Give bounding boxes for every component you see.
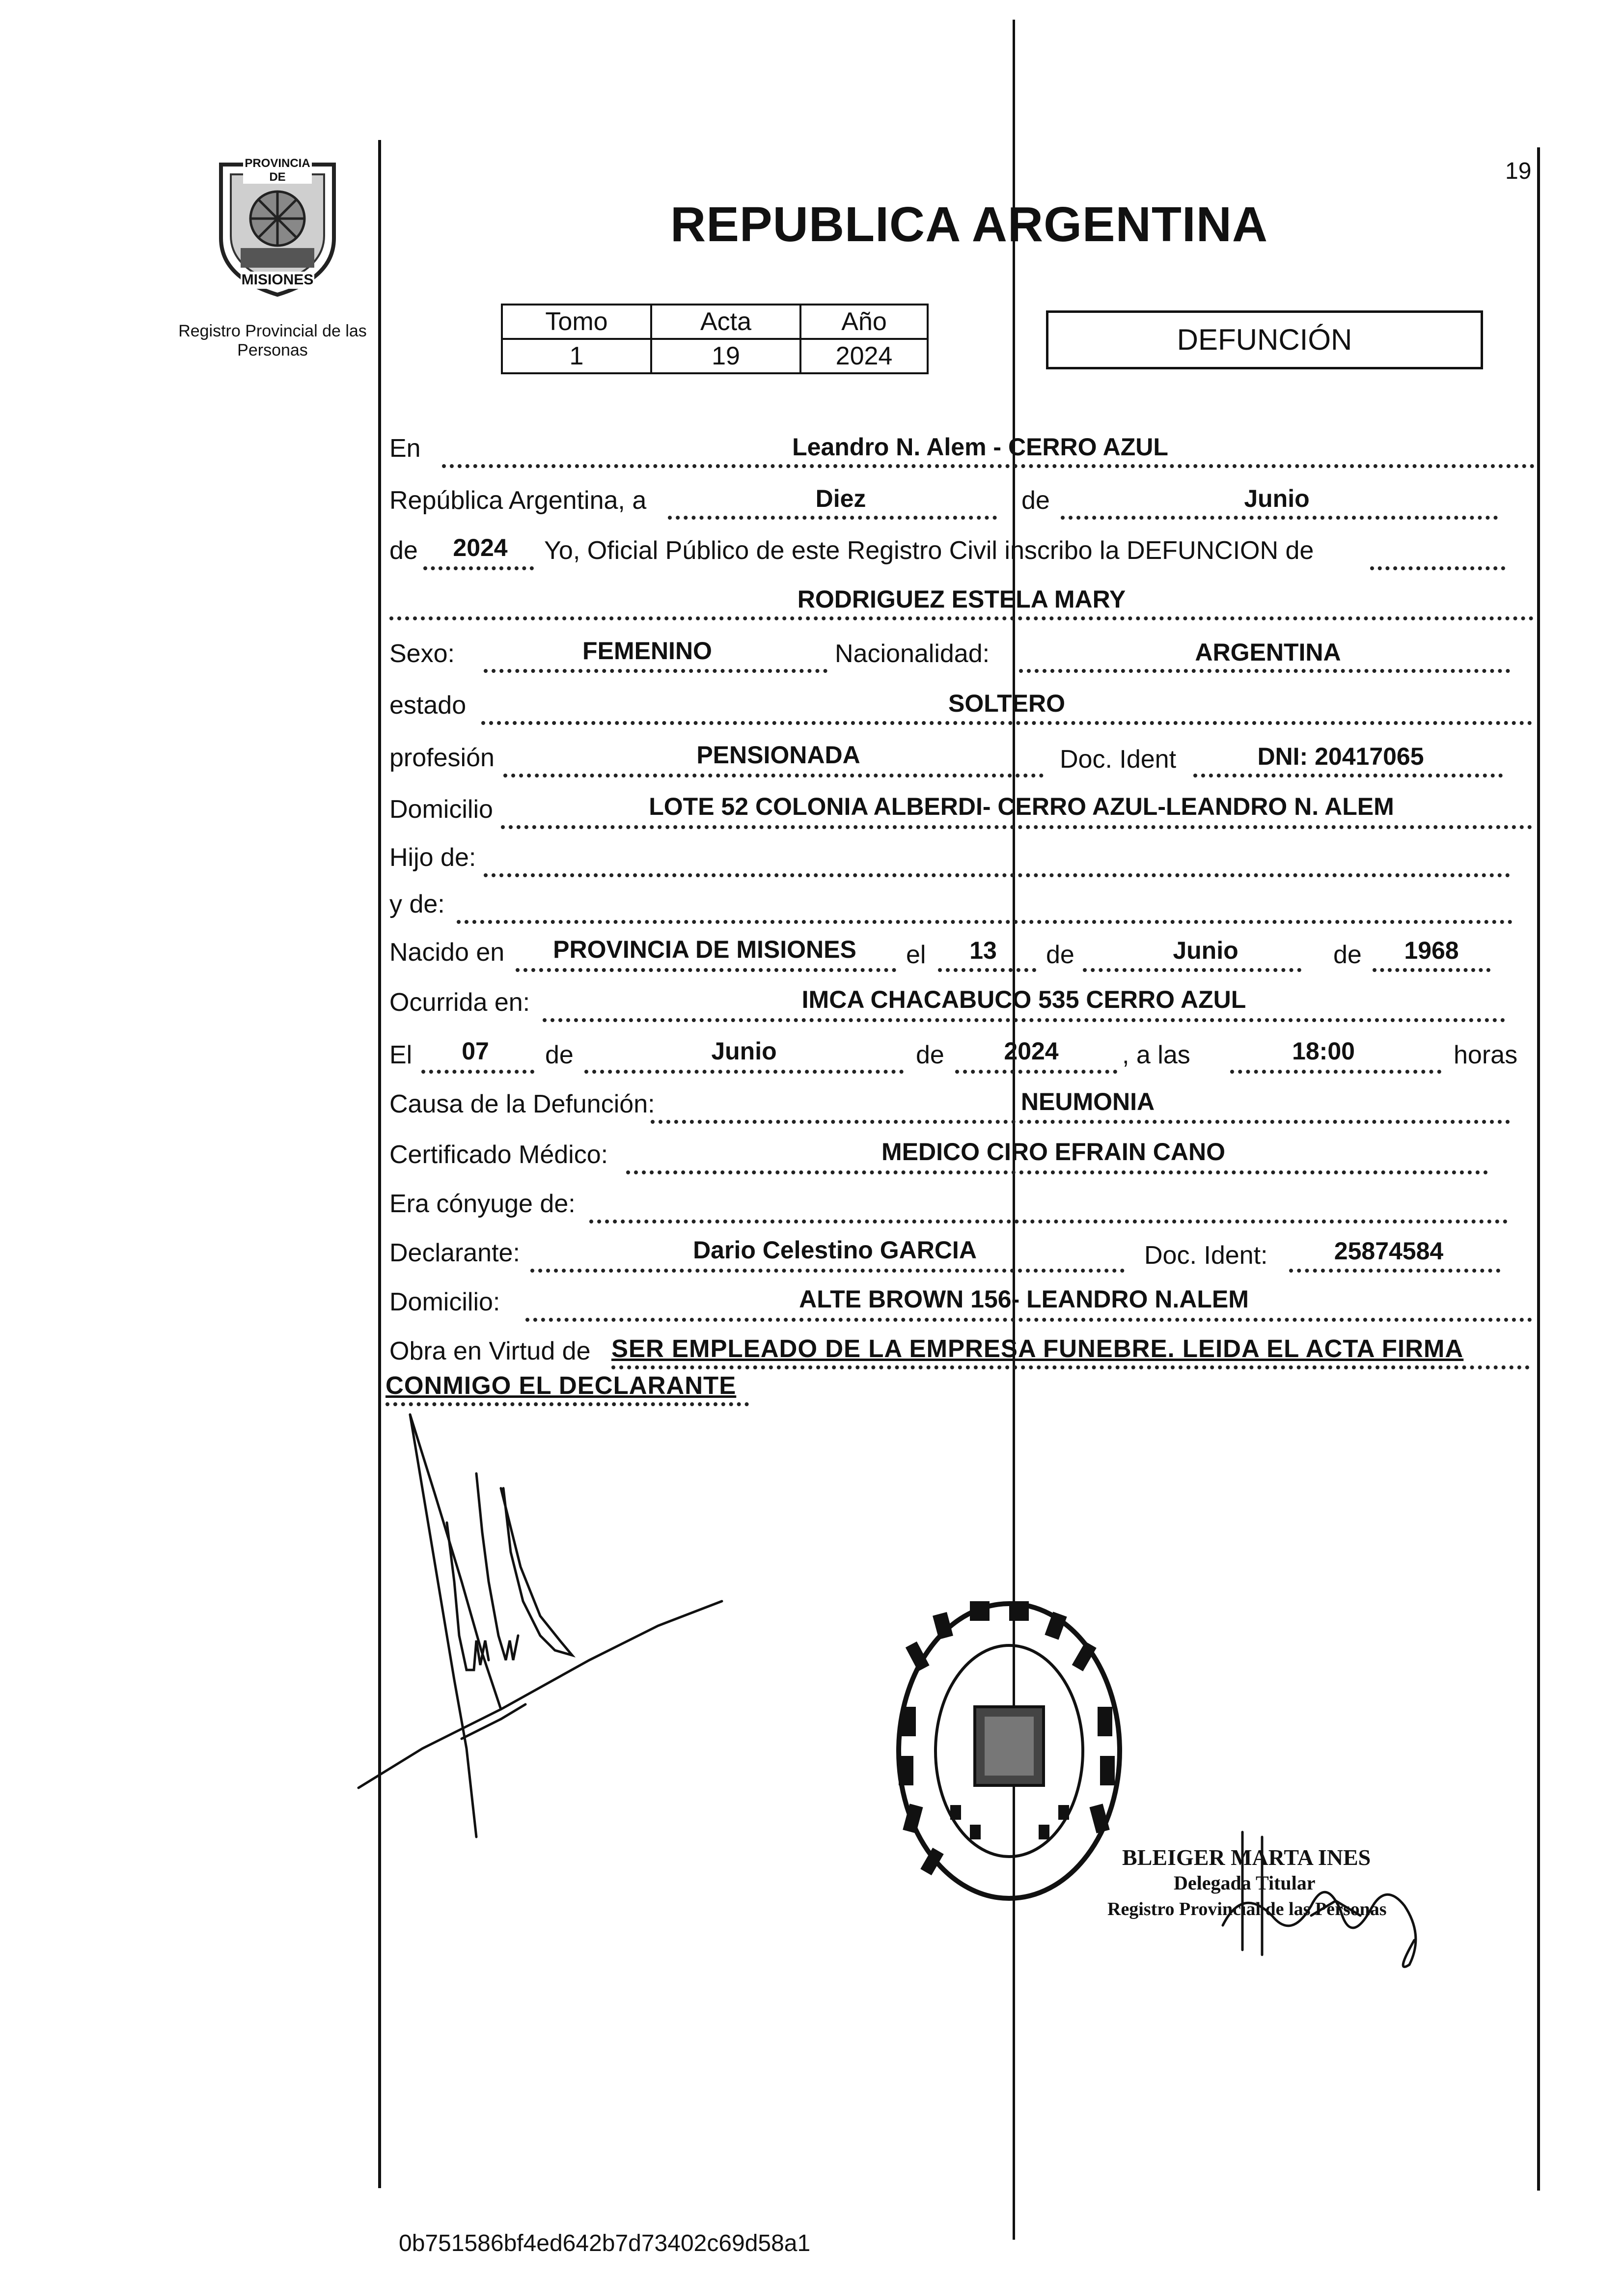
label-hijo-de: Hijo de:	[389, 843, 476, 872]
value-def-anio: 2024	[1004, 1037, 1059, 1065]
dotline-anio	[423, 566, 534, 570]
label-domicilio-2: Domicilio:	[389, 1288, 500, 1316]
label-horas: horas	[1454, 1041, 1518, 1069]
value-anio: 2024	[453, 534, 508, 561]
dotline-nac-mes	[1083, 968, 1301, 972]
label-causa: Causa de la Defunción:	[389, 1090, 655, 1118]
label-a-las: , a las	[1122, 1041, 1190, 1069]
value-certificado: MEDICO CIRO EFRAIN CANO	[881, 1138, 1225, 1166]
label-estado: estado	[389, 691, 467, 720]
official-name: BLEIGER MARTA INES	[1122, 1845, 1371, 1870]
label-de-5: de	[545, 1041, 574, 1069]
label-domicilio: Domicilio	[389, 795, 493, 824]
dotline-nombre	[389, 616, 1534, 620]
reference-table	[501, 304, 929, 374]
dotline-nacionalidad	[1019, 669, 1510, 673]
dotline-dia	[668, 516, 997, 520]
value-def-hora: 18:00	[1292, 1037, 1355, 1065]
label-profesion: profesión	[389, 744, 495, 772]
label-declarante: Declarante:	[389, 1239, 520, 1267]
dotline-y-de	[457, 920, 1513, 924]
official-seal	[891, 1594, 1127, 1908]
dotline-declarante-doc	[1289, 1269, 1500, 1273]
dotline-lugar	[442, 464, 1535, 468]
declarant-signature	[354, 1405, 746, 1847]
dotline-domicilio-2	[525, 1318, 1532, 1322]
header-acta: Acta	[651, 305, 800, 339]
dotline-def-dia	[421, 1070, 534, 1074]
agency-name: Registro Provincial de las Personas	[178, 322, 367, 360]
value-domicilio-2: ALTE BROWN 156- LEANDRO N.ALEM	[799, 1285, 1249, 1313]
label-de-1: de	[1021, 486, 1050, 515]
label-ocurrida-en: Ocurrida en:	[389, 988, 530, 1017]
value-acta: 19	[651, 339, 800, 373]
value-nac-anio: 1968	[1404, 937, 1459, 964]
value-declarante-doc: 25874584	[1334, 1237, 1444, 1265]
dotline-declarante	[530, 1269, 1125, 1273]
value-profesion: PENSIONADA	[696, 741, 860, 769]
value-def-dia: 07	[462, 1037, 489, 1065]
dotline-yo-end	[1370, 566, 1505, 570]
value-nac-mes: Junio	[1173, 937, 1239, 964]
page-number: 19	[1505, 158, 1532, 184]
label-nacido-en: Nacido en	[389, 938, 505, 967]
dotline-certificado	[626, 1170, 1488, 1174]
value-lugar: Leandro N. Alem - CERRO AZUL	[792, 433, 1168, 461]
dotline-causa	[651, 1120, 1510, 1124]
value-estado: SOLTERO	[948, 690, 1065, 717]
value-nombre: RODRIGUEZ ESTELA MARY	[797, 585, 1126, 613]
dotline-domicilio	[501, 825, 1532, 829]
label-de-3: de	[1046, 941, 1074, 969]
left-margin-line	[378, 140, 381, 2188]
dotline-obra-1	[611, 1365, 1530, 1369]
value-obra-line1: SER EMPLEADO DE LA EMPRESA FUNEBRE. LEIDA EL ACTA FIRMA	[611, 1334, 1464, 1362]
header-tomo: Tomo	[502, 305, 651, 339]
value-dia: Diez	[815, 485, 866, 512]
dotline-conyuge	[589, 1220, 1508, 1223]
label-en: En	[389, 434, 421, 463]
dotline-nac-anio	[1373, 968, 1490, 972]
label-doc-ident: Doc. Ident	[1060, 745, 1177, 774]
label-republica: República Argentina, a	[389, 486, 647, 515]
dotline-sexo	[484, 669, 827, 673]
dotline-dni	[1193, 774, 1503, 778]
official-signature	[1213, 1827, 1449, 1974]
value-anio: 2024	[800, 339, 928, 373]
dotline-hijo-de	[484, 873, 1510, 877]
value-nacionalidad: ARGENTINA	[1195, 639, 1341, 666]
official-agency: Registro Provincial de las Personas	[1107, 1899, 1387, 1919]
label-conyuge: Era cónyuge de:	[389, 1190, 576, 1218]
page-title: REPUBLICA ARGENTINA	[670, 197, 1268, 252]
label-obra: Obra en Virtud de	[389, 1337, 591, 1365]
value-obra-line2: CONMIGO EL DECLARANTE	[385, 1371, 737, 1399]
value-causa: NEUMONIA	[1020, 1088, 1155, 1115]
dotline-def-hora	[1230, 1070, 1441, 1074]
value-def-mes: Junio	[711, 1037, 777, 1065]
value-ocurrida-en: IMCA CHACABUCO 535 CERRO AZUL	[801, 986, 1246, 1013]
value-nacido-en: PROVINCIA DE MISIONES	[553, 936, 856, 963]
dotline-nacido-en	[516, 968, 896, 972]
right-margin-line	[1537, 147, 1540, 2191]
value-domicilio: LOTE 52 COLONIA ALBERDI- CERRO AZUL-LEANDRO N. ALEM	[649, 793, 1394, 820]
label-sexo: Sexo:	[389, 639, 455, 668]
header-anio: Año	[800, 305, 928, 339]
dotline-def-mes	[584, 1070, 904, 1074]
value-mes: Junio	[1244, 485, 1310, 512]
label-y-de: y de:	[389, 890, 445, 918]
label-el-cap: El	[389, 1041, 413, 1069]
crest-bottom-text: MISIONES	[241, 272, 314, 288]
province-crest	[201, 155, 354, 297]
label-el: el	[906, 941, 926, 969]
dotline-mes	[1061, 516, 1498, 520]
dotline-nac-dia	[938, 968, 1036, 972]
value-sexo: FEMENINO	[582, 637, 712, 665]
label-certificado: Certificado Médico:	[389, 1140, 608, 1169]
dotline-def-anio	[955, 1070, 1117, 1074]
label-nacionalidad: Nacionalidad:	[835, 639, 990, 668]
dotline-ocurrida-en	[543, 1018, 1505, 1022]
value-dni: DNI: 20417065	[1257, 743, 1424, 770]
value-tomo: 1	[502, 339, 651, 373]
document-type-box: DEFUNCIÓN	[1046, 310, 1483, 369]
label-doc-ident-2: Doc. Ident:	[1144, 1241, 1268, 1270]
document-hash: 0b751586bf4ed642b7d73402c69d58a1	[399, 2230, 811, 2256]
label-de-6: de	[916, 1041, 944, 1069]
label-de-4: de	[1333, 941, 1362, 969]
dotline-estado	[481, 721, 1532, 725]
official-role: Delegada Titular	[1174, 1872, 1316, 1894]
value-nac-dia: 13	[969, 937, 997, 964]
label-de-2: de	[389, 536, 418, 565]
dotline-profesion	[503, 774, 1044, 778]
label-yo: Yo, Oficial Público de este Registro Civil inscribo la DEFUNCION de	[544, 536, 1314, 565]
crest-top-text: PROVINCIA DE	[243, 157, 312, 184]
value-declarante: Dario Celestino GARCIA	[693, 1236, 977, 1264]
